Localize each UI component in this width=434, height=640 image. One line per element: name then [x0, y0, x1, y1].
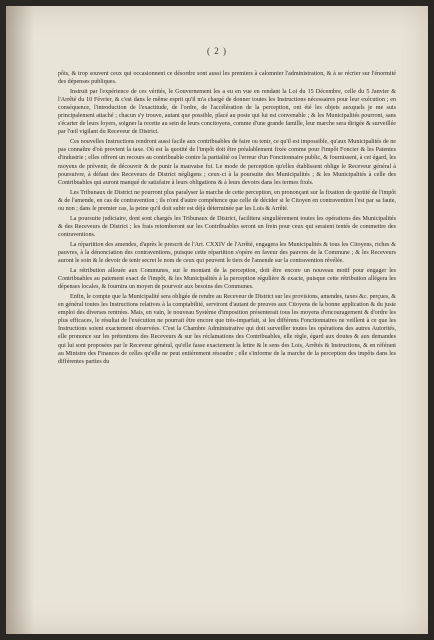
page-number: ( 2 ) — [207, 46, 227, 56]
body-text — [58, 70, 396, 368]
paragraph-6: La répartition des amendes, d'après le prescrit de l'Art. CXXIV de l'Arrêté, engagera les Municipalités & tous les Citoyens, riches & pauvres, à la dénonciation des contraventions, puisque cette répartition s'opère en faveur des pauvres de la Commune ; & les Receveurs auront le soin & le devoir de tenir secret le nom de ceux qui peuvent le tiers de l'amende sur la contravention révélée. — [58, 241, 396, 265]
paragraph-2: Instruit par l'expérience de ces vérités, le Gouvernement les a eu en vue en rendant la Loi du 15 Décembre, celle du 5 Janvier & l'Arrêté du 10 Février, & c'est dans le même esprit qu'il m'a chargé de donner toutes les Instructions nécessaires pour leur exécution ; en conséquence, l'introduction de l'exactitude, de l'ordre, de l'accélération de la perception, ont été les objets auxquels je me suis principalement attaché ; chacun s'y trouve, autant que possible, placé au poste qui lui est convenable ; & les Municipalités pourront, sans s'écarter de leurs foyers, soigner la recette au sein de leurs concitoyens, comme d'une grande famille, leur marche sera dirigée & surveillée par l'œil vigilant du Receveur de District. — [58, 89, 396, 136]
paragraph-3: Ces nouvelles Instructions rendront aussi facile aux contribuables de faire ou tenir, ce qu'il est impossible, qu'aux Municipalités de ne pas connaître d'où provient la taxe. Où est la quotité de l'impôt doit être préalablement fixée comme pour l'impôt Foncier & les Patentes d'industrie ; elles offrent un recours au contribuable contre la partialité ou l'erreur d'un Fonctionnaire public, & fournissent, à cet égard, les moyens de prévenir, de découvrir & de punir la mauvaise foi. Le mode de perception qu'elles établissent oblige le Receveur général à poursuivre, à défaut des Receveurs de District négligens ; ceux-ci à la poursuite des Municipalités ; & les Municipalités à celle des Contribuables qui auront manqué de satisfaire à leurs obligations & à leurs devoirs dans les termes fixés. — [58, 139, 396, 186]
paragraph-5: La poursuite judiciaire, dont sont chargés les Tribunaux de District, facilitera singulièrement toutes les opérations des Municipalités & des Receveurs de District ; les frais retomberont sur les Contribuables seront un frein pour ceux qui seraient tentés de commettre des contraventions. — [58, 215, 396, 238]
paragraph-4: Les Tribunaux de District ne pourront plus paralyser la marche de cette perception, en prononçant sur la fixation de quotité de l'impôt & de l'amende, en cas de contravention ; ils n'ont d'autre compétence que celle de décider si le Citoyen en contravention l'est par sa faute, ou non ; dans le premier cas, la peine qu'il doit subir est déjà déterminée par les Lois & Arrêté. — [58, 189, 396, 212]
document-page — [6, 6, 428, 634]
paragraph-1: pôts, & trop souvent ceux qui occasionnent ce désordre sont aussi les premiers à calomnier l'administration, & à se récrier sur l'énormité des dépenses publiques. — [58, 71, 396, 86]
paragraph-8: Enfin, le compte que la Municipalité sera obligée de rendre au Receveur de District sur les provisions, amendes, taxes &c. perçues, & en général toutes les Instructions relatives à la comptabilité, serviront d'autant de preuves aux Citoyens de la bonne application & du juste emploi des diverses rentrées. Mais, en vain, le nouveau Système d'imposition présenterait tous les moyens d'encouragement & d'ordre les plus efficaces, le résultat de l'exécution ne pourrait être encore que très-imparfait, si les différens Fonctionnaires ne veillent à ce que les Instructions soient exactement observées. C'est la Chambre Administrative qui doit surveiller toutes les opérations des autres Autorités, elle prononce sur les prétentions des Receveurs & sur les réclamations des Contribuables, elle règle, égard aux doutes & aux demandes qui lui sont proposées par le Receveur général, qu'elle fasse exactement la lettre & le sens des Lois, Arrêtés & Instructions, & en référant au Ministre des Finances de celles qu'elle ne peut entièrement résoudre ; elle s'informe de la marche de la perception des impôts dans les différentes parties du — [58, 294, 396, 365]
paragraph-7: La rétribution allouée aux Communes, sur le montant de la perception, doit être encore un nouveau motif pour engager les Contribuables au paiement exact de l'impôt, & les Municipalités à la perception régulière & exacte, puisque cette rétribution allégera les dépenses locales, & fournira un moyen de pourvoir aux besoins des Communes. — [58, 268, 396, 291]
